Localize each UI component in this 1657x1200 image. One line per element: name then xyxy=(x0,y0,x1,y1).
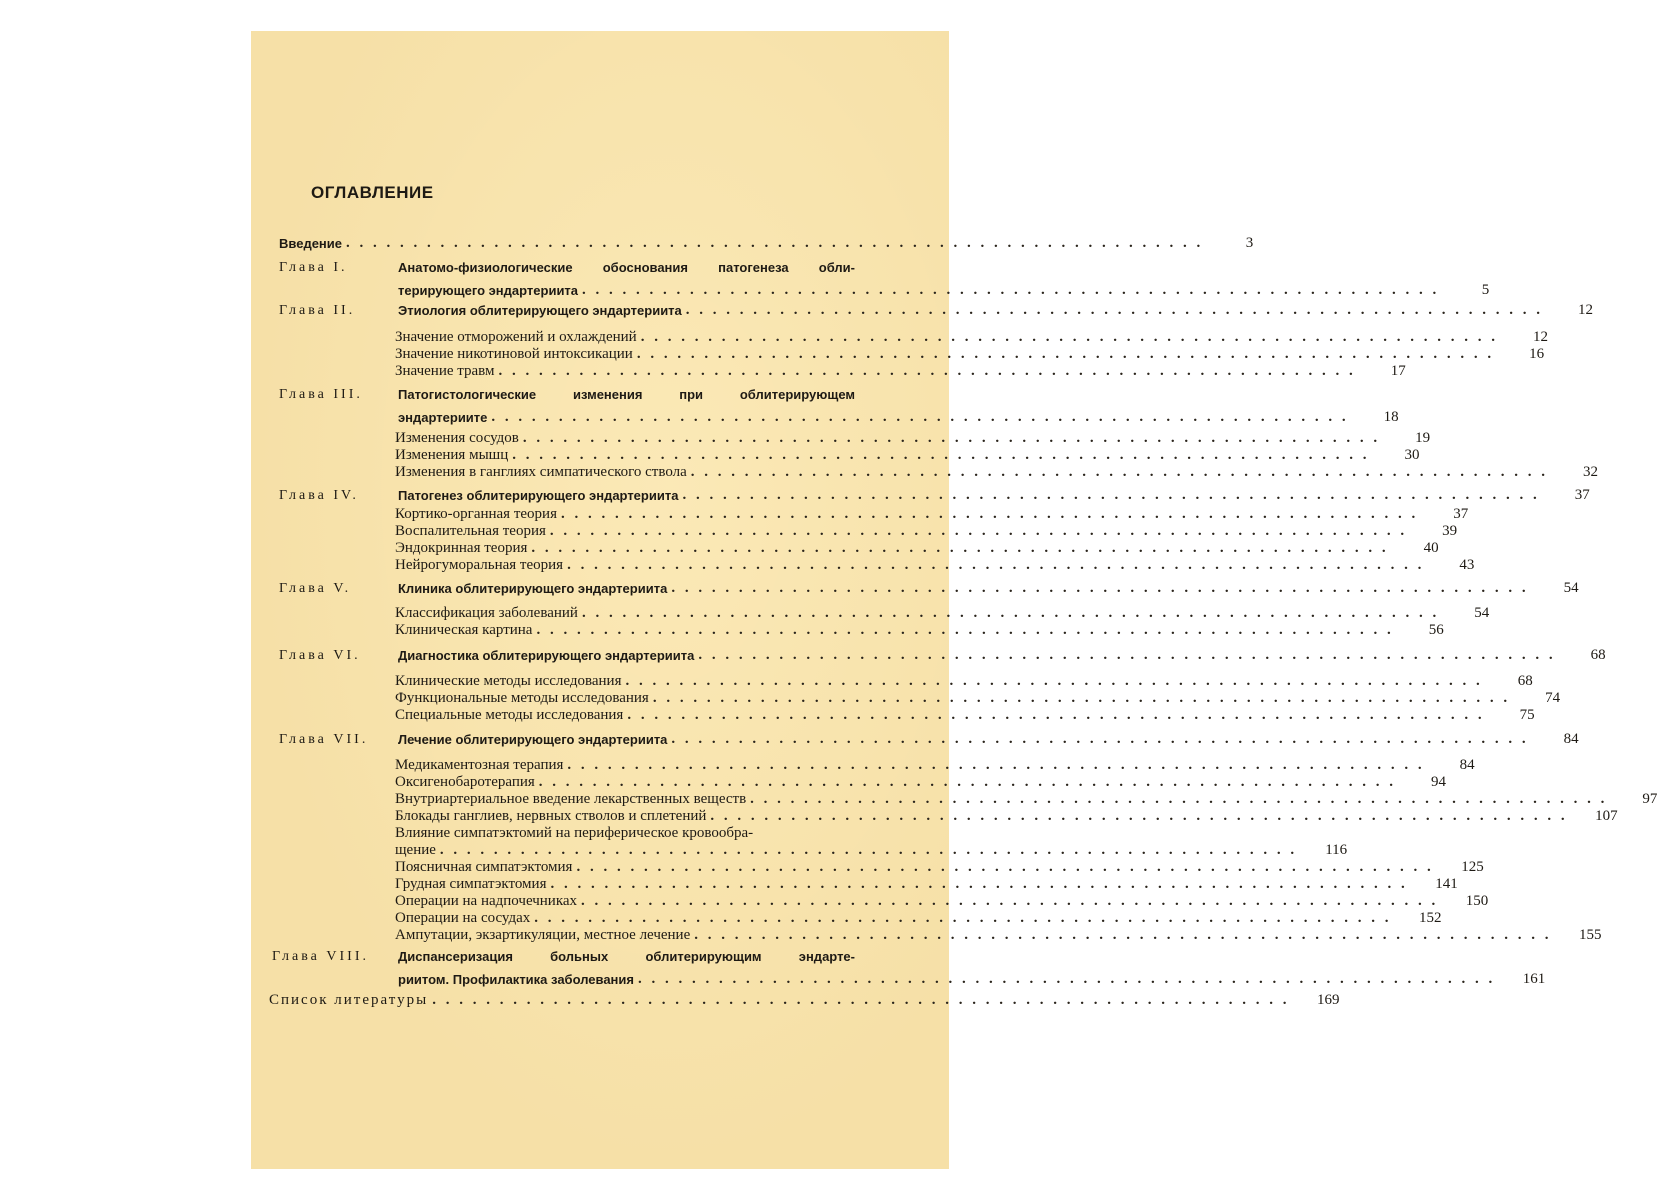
toc-entry-label: Медикаментозная терапия xyxy=(395,757,564,773)
section-entry[interactable] xyxy=(395,447,1420,464)
chapter-prefix: Глава III. xyxy=(279,387,363,402)
dot-leader: . . . . . . . . . . . . . . . . . . . . . . . . . . . . . . . . . . . . . . . . . . . . . . . . . . . . . . . . . . . . . . . . xyxy=(690,464,1549,480)
section-entry[interactable] xyxy=(395,774,1447,791)
chapter-entry[interactable] xyxy=(398,647,1606,664)
toc-entry-label: Воспалительная теория xyxy=(395,523,546,539)
toc-entry-label: Блокады ганглиев, нервных стволов и сплетений xyxy=(395,808,707,824)
toc-entry-label: Нейрогуморальная теория xyxy=(395,557,564,573)
section-entry[interactable] xyxy=(395,523,1458,540)
page-number: 3 xyxy=(1245,235,1254,251)
section-entry[interactable] xyxy=(395,329,1548,346)
section-entry[interactable] xyxy=(395,506,1469,523)
dot-leader: . . . . . . . . . . . . . . . . . . . . . . . . . . . . . . . . . . . . . . . . . . . . . . . . . . . . . . . . . . . . . . . . xyxy=(698,647,1556,663)
dot-leader: . . . . . . . . . . . . . . . . . . . . . . . . . . . . . . . . . . . . . . . . . . . . . . . . . . . . . . . . . . . . . . . . xyxy=(432,992,1290,1008)
page-number: 84 xyxy=(1563,731,1579,747)
dot-leader: . . . . . . . . . . . . . . . . . . . . . . . . . . . . . . . . . . . . . . . . . . . . . . . . . . . . . . . . . . . . . . . . xyxy=(522,430,1381,446)
toc-entry-label: Функциональные методы исследования xyxy=(395,690,649,706)
toc-entry-label: Специальные методы исследования xyxy=(395,707,624,723)
section-entry[interactable] xyxy=(395,673,1533,690)
dot-leader: . . . . . . . . . . . . . . . . . . . . . . . . . . . . . . . . . . . . . . . . . . . . . . . . . . . . . . . . . . . . . . . . xyxy=(576,859,1434,875)
page-number: 152 xyxy=(1419,910,1442,926)
section-entry[interactable] xyxy=(395,557,1475,574)
section-entry[interactable] xyxy=(395,690,1561,707)
page-number: 94 xyxy=(1431,774,1447,790)
section-title-line: Влияние симпатэктомий на периферическое кровообра- xyxy=(395,825,754,841)
page-number: 161 xyxy=(1522,971,1546,987)
dot-leader: . . . . . . . . . . . . . . . . . . . . . . . . . . . . . . . . . . . . . . . . . . . . . . . . . . . . . . . . . . . . . . . . xyxy=(710,808,1568,824)
section-entry[interactable] xyxy=(395,622,1444,639)
page-number: 125 xyxy=(1461,859,1484,875)
chapter-prefix: Глава VI. xyxy=(279,648,361,663)
dot-leader: . . . . . . . . . . . . . . . . . . . . . . . . . . . . . . . . . . . . . . . . . . . . . . . . . . . . . . . . . . . . . . . . xyxy=(685,302,1544,318)
page-number: 17 xyxy=(1390,363,1406,379)
section-entry[interactable] xyxy=(395,707,1535,724)
page-number: 74 xyxy=(1545,690,1561,706)
toc-entry-intro[interactable] xyxy=(279,235,1254,252)
toc-entry-label: Операции на надпочечниках xyxy=(395,893,578,909)
chapter-prefix: Глава IV. xyxy=(279,488,359,503)
toc-entry-label: Клиника облитерирующего эндартериита xyxy=(398,581,668,596)
dot-leader: . . . . . . . . . . . . . . . . . . . . . . . . . . . . . . . . . . . . . . . . . . . . . . . . . . . . . . . . . . . . . . . . xyxy=(531,540,1389,556)
section-entry[interactable] xyxy=(395,910,1442,927)
page-number: 116 xyxy=(1325,842,1348,858)
chapter-prefix: Глава V. xyxy=(279,581,352,596)
section-entry[interactable] xyxy=(395,757,1475,774)
dot-leader: . . . . . . . . . . . . . . . . . . . . . . . . . . . . . . . . . . . . . . . . . . . . . . . . . . . . . . . . . . . . . . . . xyxy=(627,707,1485,723)
toc-entry-label: Поясничная симпатэктомия xyxy=(395,859,573,875)
page-number: 37 xyxy=(1453,506,1469,522)
dot-leader: . . . . . . . . . . . . . . . . . . . . . . . . . . . . . . . . . . . . . . . . . . . . . . . . . . . . . . . . . . . . . . . . xyxy=(671,731,1529,747)
page-number: 18 xyxy=(1383,409,1399,425)
dot-leader: . . . . . . . . . . . . . . . . . . . . . . . . . . . . . . . . . . . . . . . . . . . . . . . . . . . . . . . . . . . . . . . . xyxy=(538,774,1397,790)
toc-entry-label: Операции на сосудах xyxy=(395,910,531,926)
chapter-entry[interactable] xyxy=(398,580,1579,597)
section-entry[interactable] xyxy=(395,464,1599,481)
dot-leader: . . . . . . . . . . . . . . . . . . . . . . . . . . . . . . . . . . . . . . . . . . . . . . . . . . . . . . . . . . . . . . . . xyxy=(582,282,1440,298)
toc-entry-label: щение xyxy=(395,842,436,858)
toc-entry-label: Патогенез облитерирующего эндартериита xyxy=(398,488,679,503)
dot-leader: . . . . . . . . . . . . . . . . . . . . . . . . . . . . . . . . . . . . . . . . . . . . . . . . . . . . . . . . . . . . . . . . xyxy=(636,346,1495,362)
page-number: 68 xyxy=(1517,673,1533,689)
dot-leader: . . . . . . . . . . . . . . . . . . . . . . . . . . . . . . . . . . . . . . . . . . . . . . . . . . . . . . . . . . . . . . . . xyxy=(346,235,1204,251)
page-number: 40 xyxy=(1423,540,1439,556)
page-number: 169 xyxy=(1316,992,1340,1008)
dot-leader: . . . . . . . . . . . . . . . . . . . . . . . . . . . . . . . . . . . . . . . . . . . . . . . . . . . . . . . . . . . . . . . . xyxy=(549,523,1408,539)
dot-leader: . . . . . . . . . . . . . . . . . . . . . . . . . . . . . . . . . . . . . . . . . . . . . . . . . . . . . . . . . . . . . . . . xyxy=(640,329,1498,345)
dot-leader: . . . . . . . . . . . . . . . . . . . . . . . . . . . . . . . . . . . . . . . . . . . . . . . . . . . . . . . . . . . . . . . . xyxy=(439,842,1298,858)
chapter-prefix: Глава I. xyxy=(279,260,348,275)
toc-entry-label: Ампутации, экзартикуляции, местное лечение xyxy=(395,927,691,943)
dot-leader: . . . . . . . . . . . . . . . . . . . . . . . . . . . . . . . . . . . . . . . . . . . . . . . . . . . . . . . . . . . . . . . . xyxy=(581,605,1440,621)
page-number: 75 xyxy=(1519,707,1535,723)
page-number: 16 xyxy=(1529,346,1545,362)
section-entry[interactable] xyxy=(395,893,1489,910)
page-number: 12 xyxy=(1578,302,1594,318)
page-title: ОГЛАВЛЕНИЕ xyxy=(311,183,434,202)
dot-leader: . . . . . . . . . . . . . . . . . . . . . . . . . . . . . . . . . . . . . . . . . . . . . . . . . . . . . . . . . . . . . . . . xyxy=(550,876,1408,892)
page-number: 39 xyxy=(1442,523,1458,539)
chapter-prefix: Глава VII. xyxy=(279,732,369,747)
chapter-entry[interactable] xyxy=(398,409,1399,426)
page-number: 54 xyxy=(1474,605,1490,621)
dot-leader: . . . . . . . . . . . . . . . . . . . . . . . . . . . . . . . . . . . . . . . . . . . . . . . . . . . . . . . . . . . . . . . . xyxy=(534,910,1392,926)
chapter-entry[interactable] xyxy=(398,282,1490,299)
page-number: 19 xyxy=(1415,430,1431,446)
page-number: 84 xyxy=(1459,757,1475,773)
page-number: 107 xyxy=(1595,808,1618,824)
dot-leader: . . . . . . . . . . . . . . . . . . . . . . . . . . . . . . . . . . . . . . . . . . . . . . . . . . . . . . . . . . . . . . . . xyxy=(498,363,1356,379)
page-number: 32 xyxy=(1583,464,1599,480)
chapter-entry[interactable] xyxy=(398,971,1546,988)
page-number: 56 xyxy=(1428,622,1444,638)
toc-entry-label: Список литературы xyxy=(269,992,429,1008)
page-number: 37 xyxy=(1574,487,1590,503)
section-entry[interactable] xyxy=(395,605,1490,622)
dot-leader: . . . . . . . . . . . . . . . . . . . . . . . . . . . . . . . . . . . . . . . . . . . . . . . . . . . . . . . . . . . . . . . . xyxy=(671,580,1529,596)
page-number: 150 xyxy=(1465,893,1489,909)
section-entry[interactable] xyxy=(395,346,1545,363)
dot-leader: . . . . . . . . . . . . . . . . . . . . . . . . . . . . . . . . . . . . . . . . . . . . . . . . . . . . . . . . . . . . . . . . xyxy=(567,557,1425,573)
dot-leader: . . . . . . . . . . . . . . . . . . . . . . . . . . . . . . . . . . . . . . . . . . . . . . . . . . . . . . . . . . . . . . . . xyxy=(682,487,1540,503)
toc-entry-label: Значение отморожений и охлаждений xyxy=(395,329,637,345)
toc-entry-label: риитом. Профилактика заболевания xyxy=(398,972,634,987)
page-number: 68 xyxy=(1590,647,1606,663)
dot-leader: . . . . . . . . . . . . . . . . . . . . . . . . . . . . . . . . . . . . . . . . . . . . . . . . . . . . . . . . . . . . . . . . xyxy=(567,757,1425,773)
section-entry[interactable] xyxy=(395,927,1602,944)
page-number: 155 xyxy=(1579,927,1602,943)
page-number: 12 xyxy=(1532,329,1548,345)
toc-entry-label: Клиническая картина xyxy=(395,622,533,638)
page-number: 54 xyxy=(1563,580,1579,596)
dot-leader: . . . . . . . . . . . . . . . . . . . . . . . . . . . . . . . . . . . . . . . . . . . . . . . . . . . . . . . . . . . . . . . . xyxy=(536,622,1394,638)
section-entry[interactable] xyxy=(395,859,1484,876)
chapter-entry[interactable] xyxy=(398,731,1579,748)
section-entry[interactable] xyxy=(395,842,1348,859)
page-number: 43 xyxy=(1459,557,1475,573)
section-entry[interactable] xyxy=(395,363,1406,380)
toc-entry-label: Эндокринная теория xyxy=(395,540,528,556)
toc-entry-label: Введение xyxy=(279,236,342,251)
dot-leader: . . . . . . . . . . . . . . . . . . . . . . . . . . . . . . . . . . . . . . . . . . . . . . . . . . . . . . . . . . . . . . . . xyxy=(581,893,1439,909)
dot-leader: . . . . . . . . . . . . . . . . . . . . . . . . . . . . . . . . . . . . . . . . . . . . . . . . . . . . . . . . . . . . . . . . xyxy=(652,690,1511,706)
toc-entry-label: Кортико-органная теория xyxy=(395,506,557,522)
toc-entry-label: Клинические методы исследования xyxy=(395,673,622,689)
dot-leader: . . . . . . . . . . . . . . . . . . . . . . . . . . . . . . . . . . . . . . . . . . . . . . . . . . . . . . . . . . . . . . . . xyxy=(512,447,1370,463)
dot-leader: . . . . . . . . . . . . . . . . . . . . . . . . . . . . . . . . . . . . . . . . . . . . . . . . . . . . . . . . . . . . . . . . xyxy=(694,927,1552,943)
dot-leader: . . . . . . . . . . . . . . . . . . . . . . . . . . . . . . . . . . . . . . . . . . . . . . . . . . . . . . . . . . . . . . . . xyxy=(491,409,1349,425)
page-number: 97 xyxy=(1642,791,1657,807)
chapter-title-line: Патогистологические изменения при облитерирующем xyxy=(398,387,855,402)
dot-leader: . . . . . . . . . . . . . . . . . . . . . . . . . . . . . . . . . . . . . . . . . . . . . . . . . . . . . . . . . . . . . . . . xyxy=(750,791,1608,807)
page-number: 141 xyxy=(1435,876,1458,892)
chapter-prefix: Глава II. xyxy=(279,303,356,318)
toc-entry-references[interactable] xyxy=(269,992,1340,1009)
toc-entry-label: Оксигенобаротерапия xyxy=(395,774,535,790)
page-number: 30 xyxy=(1404,447,1420,463)
toc-entry-label: Этиология облитерирующего эндартериита xyxy=(398,303,682,318)
chapter-entry[interactable] xyxy=(398,487,1590,504)
dot-leader: . . . . . . . . . . . . . . . . . . . . . . . . . . . . . . . . . . . . . . . . . . . . . . . . . . . . . . . . . . . . . . . . xyxy=(560,506,1419,522)
toc-entry-label: Изменения сосудов xyxy=(395,430,519,446)
toc-entry-label: Внутриартериальное введение лекарственных веществ xyxy=(395,791,747,807)
dot-leader: . . . . . . . . . . . . . . . . . . . . . . . . . . . . . . . . . . . . . . . . . . . . . . . . . . . . . . . . . . . . . . . . xyxy=(625,673,1483,689)
toc-entry-label: Классификация заболеваний xyxy=(395,605,578,621)
toc-entry-label: Грудная симпатэктомия xyxy=(395,876,547,892)
section-entry[interactable] xyxy=(395,430,1431,447)
chapter-title-line: Анатомо-физиологические обоснования патогенеза обли- xyxy=(398,260,855,275)
toc-entry-label: Диагностика облитерирующего эндартериита xyxy=(398,648,695,663)
toc-entry-label: Лечение облитерирующего эндартериита xyxy=(398,732,668,747)
dot-leader: . . . . . . . . . . . . . . . . . . . . . . . . . . . . . . . . . . . . . . . . . . . . . . . . . . . . . . . . . . . . . . . . xyxy=(638,971,1496,987)
toc-entry-label: Значение травм xyxy=(395,363,495,379)
page-number: 5 xyxy=(1481,282,1490,298)
chapter-entry[interactable] xyxy=(398,302,1594,319)
toc-entry-label: Значение никотиновой интоксикации xyxy=(395,346,633,362)
section-entry[interactable] xyxy=(395,540,1439,557)
toc-entry-label: Изменения в ганглиях симпатического ствола xyxy=(395,464,687,480)
chapter-prefix: Глава VIII. xyxy=(272,949,369,964)
section-entry[interactable] xyxy=(395,791,1657,808)
toc-entry-label: терирующего эндартериита xyxy=(398,283,579,298)
chapter-title-line: Диспансеризация больных облитерирующим эндарте- xyxy=(398,949,855,964)
toc-entry-label: Изменения мышц xyxy=(395,447,509,463)
section-entry[interactable] xyxy=(395,876,1458,893)
section-entry[interactable] xyxy=(395,808,1618,825)
toc-entry-label: эндартериите xyxy=(398,410,488,425)
